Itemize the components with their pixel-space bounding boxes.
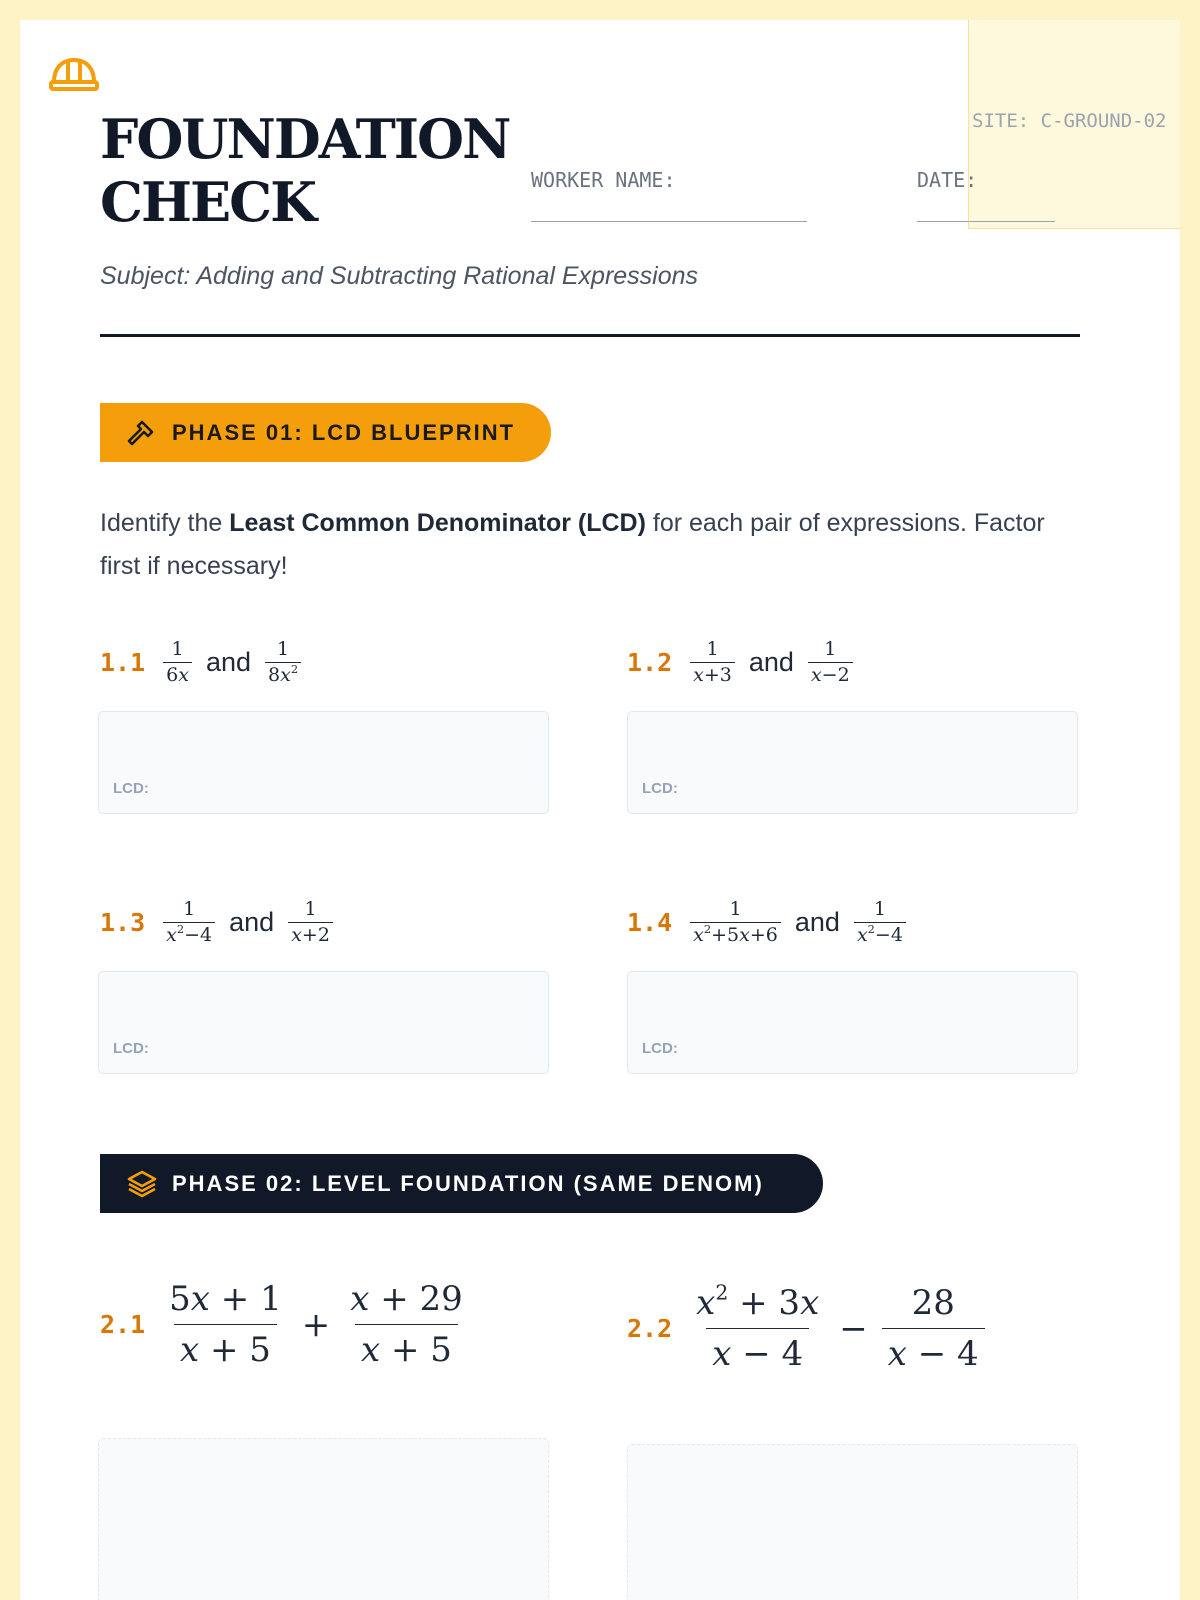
problem-number: 2.2 [627, 1314, 673, 1343]
lcd-label: LCD: [113, 1040, 149, 1057]
lcd-answer-box[interactable] [98, 711, 549, 814]
phase-2-banner [100, 1154, 823, 1213]
work-area[interactable] [627, 1444, 1078, 1600]
problem-number: 1.4 [627, 908, 673, 937]
fraction: $\frac{28}{x - 4}$ [882, 1286, 985, 1371]
problem-1-1 [100, 640, 301, 685]
fraction: $\frac{1}{x^2-4}$ [163, 900, 215, 945]
problem-2-1 [100, 1279, 469, 1370]
and-word: and [229, 907, 275, 937]
page-title [100, 108, 509, 234]
date-label: DATE: [917, 168, 978, 192]
phase-2-label: PHASE 02: LEVEL FOUNDATION (SAME DENOM) [172, 1170, 764, 1196]
fraction: $\frac{1}{8x^2}$ [265, 640, 301, 685]
fraction: $\frac{1}{x+2}$ [288, 900, 333, 945]
instructions-text: Identify the [100, 509, 230, 537]
instructions-emphasis: Least Common Denominator (LCD) [229, 509, 646, 537]
fraction: $\frac{x + 29}{x + 5}$ [350, 1279, 463, 1370]
lcd-label: LCD: [642, 1040, 678, 1057]
problem-number: 1.2 [627, 648, 673, 677]
problem-number: 2.1 [100, 1310, 146, 1339]
fraction: $\frac{5x + 1}{x + 5}$ [169, 1279, 282, 1370]
fraction: $\frac{1}{x^2-4}$ [854, 900, 906, 945]
date-field[interactable] [917, 221, 1055, 222]
fraction: $\frac{1}{x^2+5x+6}$ [690, 900, 781, 945]
worker-name-field[interactable] [531, 221, 807, 222]
problem-number: 1.3 [100, 908, 146, 937]
worksheet-page [20, 20, 1180, 1600]
plus-operator: + [301, 1304, 331, 1345]
problem-number: 1.1 [100, 648, 146, 677]
and-word: and [794, 907, 840, 937]
worker-name-label: WORKER NAME: [531, 168, 676, 192]
header-divider [100, 334, 1080, 337]
lcd-label: LCD: [642, 780, 678, 797]
hard-hat-icon [48, 52, 100, 96]
problem-1-3 [100, 900, 333, 945]
lcd-label: LCD: [113, 780, 149, 797]
lcd-answer-box[interactable] [627, 971, 1078, 1074]
title-line-1: FOUNDATION [100, 107, 510, 171]
phase-1-banner [100, 403, 551, 462]
instructions-text-end: for each pair of expressions. Factor first if necessary! [100, 509, 1045, 580]
lcd-answer-box[interactable] [98, 971, 549, 1074]
work-area[interactable] [98, 1438, 549, 1600]
problem-2-2 [627, 1280, 985, 1374]
fraction: $\frac{1}{x+3}$ [690, 640, 735, 685]
problem-1-2 [627, 640, 853, 685]
fraction: $\frac{1}{x-2}$ [808, 640, 853, 685]
title-line-2: CHECK [100, 170, 316, 234]
subject-line: Subject: Adding and Subtracting Rational Expressions [100, 262, 699, 290]
lcd-answer-box[interactable] [627, 711, 1078, 814]
layers-icon [126, 1168, 158, 1200]
and-word: and [748, 647, 794, 677]
hammer-icon [126, 417, 158, 449]
phase-1-label: PHASE 01: LCD BLUEPRINT [172, 419, 516, 445]
fraction: $\frac{1}{6x}$ [163, 640, 192, 685]
phase-1-instructions [100, 502, 1090, 588]
fraction: $\frac{x^2 + 3x}{x - 4}$ [696, 1280, 820, 1374]
and-word: and [205, 647, 252, 677]
problem-1-4 [627, 900, 906, 945]
site-tag: SITE: C-GROUND-02 [972, 110, 1167, 132]
minus-operator: − [839, 1308, 868, 1349]
